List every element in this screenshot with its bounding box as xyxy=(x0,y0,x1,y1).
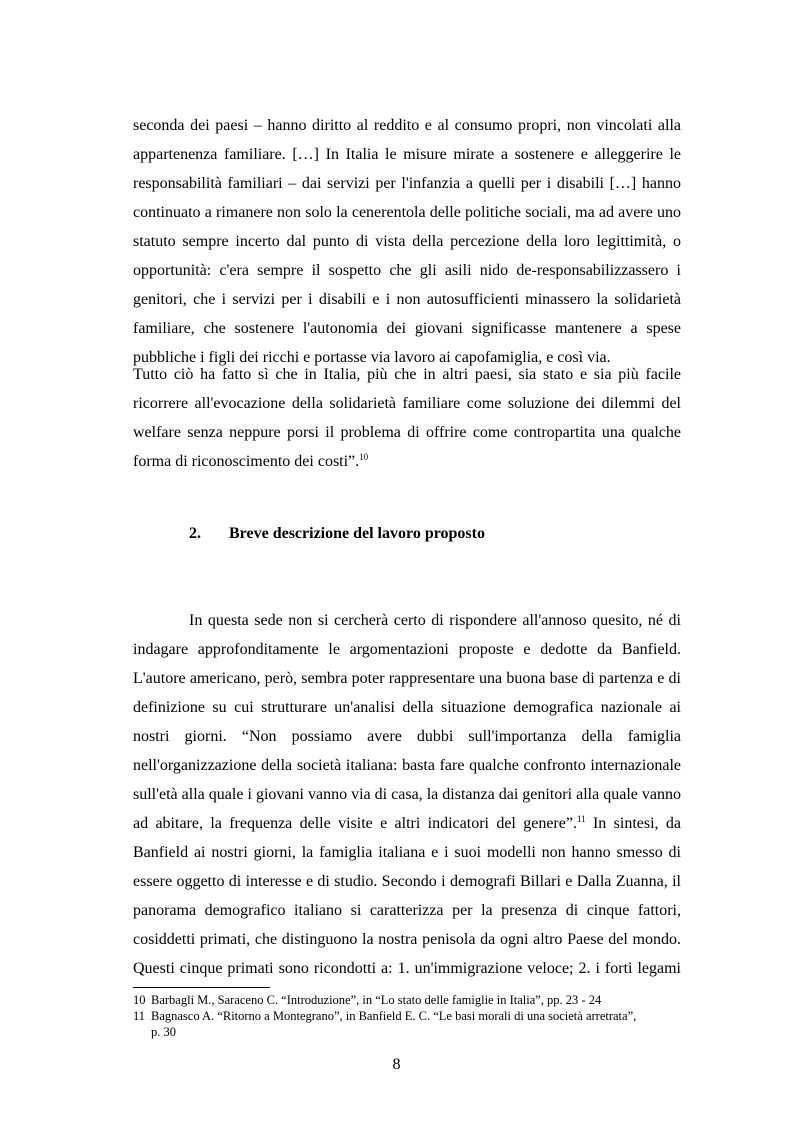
footnote-ref-10[interactable]: 10 xyxy=(359,452,369,462)
section-number: 2. xyxy=(189,525,201,542)
text-line: essere oggetto di interesse e di studio. Secondo i demografi Billari e Dalla Zuanna, il xyxy=(133,873,681,890)
text-line: continuato a rimanere non solo la cenerentola delle politiche sociali, ma ad avere uno xyxy=(133,204,681,221)
text-fragment: In sintesi, da xyxy=(585,815,681,832)
text-line: ricorrere all'evocazione della solidarietà familiare come soluzione dei dilemmi del xyxy=(133,395,681,412)
text-line: opportunità: c'era sempre il sospetto che gli asili nido de-responsabilizzassero i xyxy=(133,262,681,279)
footnote-text: Bagnasco A. “Ritorno a Montegrano”, in Banfield E. C. “Le basi morali di una società arretrata”, xyxy=(151,1009,637,1023)
text-line: welfare senza neppure porsi il problema di offrire come contropartita una qualche xyxy=(133,424,681,441)
footnote-continuation: p. 30 xyxy=(151,1025,176,1039)
footnote-text: Barbagli M., Saraceno C. “Introduzione”, in “Lo stato delle famiglie in Italia”, pp. 23 - 24 xyxy=(151,993,602,1007)
text-line: genitori, che i servizi per i disabili e i non autosufficienti minassero la solidarietà xyxy=(133,291,681,308)
body-paragraph xyxy=(133,606,681,983)
footnote-10 xyxy=(133,992,693,1008)
text-line: cosiddetti primati, che distinguono la nostra penisola da ogni altro Paese del mondo. xyxy=(133,931,681,948)
text-line: nell'organizzazione della società italiana: basta fare qualche confronto internazionale xyxy=(133,757,681,774)
footnote-number: 10 xyxy=(133,993,146,1007)
quote-paragraph-2 xyxy=(133,360,681,476)
text-line: definizione su cui strutturare un'analisi della situazione demografica nazionale ai xyxy=(133,699,681,716)
text-line: L'autore americano, però, sembra poter rappresentare una buona base di partenza e di xyxy=(133,670,681,687)
text-line: Tutto ciò ha fatto sì che in Italia, più che in altri paesi, sia stato e sia più facile xyxy=(133,366,681,383)
text-line xyxy=(133,447,681,476)
page-number: 8 xyxy=(392,1056,401,1073)
footnote-number: 11 xyxy=(133,1009,146,1023)
text-line: Questi cinque primati sono ricondotti a: 1. un'immigrazione veloce; 2. i forti legami xyxy=(133,960,681,977)
text-line: familiare, che sostenere l'autonomia dei giovani significasse mantenere a spese xyxy=(133,320,681,337)
text-line: pubbliche i figli dei ricchi e portasse via lavoro ai capofamiglia, e così via. xyxy=(133,349,611,366)
footnote-ref-11[interactable]: 11 xyxy=(576,814,586,824)
quote-paragraph xyxy=(133,111,681,372)
text-line: statuto sempre incerto dal punto di vista della percezione della loro legittimità, o xyxy=(133,233,681,250)
text-line: panorama demografico italiano si caratterizza per la presenza di cinque fattori, xyxy=(133,902,681,919)
text-line xyxy=(133,809,681,838)
text-line: seconda dei paesi – hanno diritto al reddito e al consumo propri, non vincolati alla xyxy=(133,117,681,134)
section-title: Breve descrizione del lavoro proposto xyxy=(229,525,485,542)
text-fragment: forma di riconoscimento dei costi”. xyxy=(133,453,360,470)
text-line: nostri giorni. “Non possiamo avere dubbi sull'importanza della famiglia xyxy=(133,728,681,745)
text-line: Banfield ai nostri giorni, la famiglia italiana e i suoi modelli non hanno smesso di xyxy=(133,844,681,861)
section-heading xyxy=(189,525,485,543)
text-line: responsabilità familiari – dai servizi per l'infanzia a quelli per i disabili […] hanno xyxy=(133,175,681,192)
text-fragment: ad abitare, la frequenza delle visite e altri indicatori del genere”. xyxy=(133,815,577,832)
footnotes xyxy=(133,992,693,1040)
text-line: indagare approfonditamente le argomentazioni proposte e dedotte da Banfield. xyxy=(133,641,681,658)
text-line: sull'età alla quale i giovani vanno via di casa, la distanza dai genitori alla quale vanno xyxy=(133,786,681,803)
footnote-divider xyxy=(133,987,270,988)
text-line: appartenenza familiare. […] In Italia le misure mirate a sostenere e alleggerire le xyxy=(133,146,681,163)
footnote-11 xyxy=(133,1008,693,1040)
text-line: In questa sede non si cercherà certo di rispondere all'annoso quesito, né di xyxy=(189,612,681,629)
